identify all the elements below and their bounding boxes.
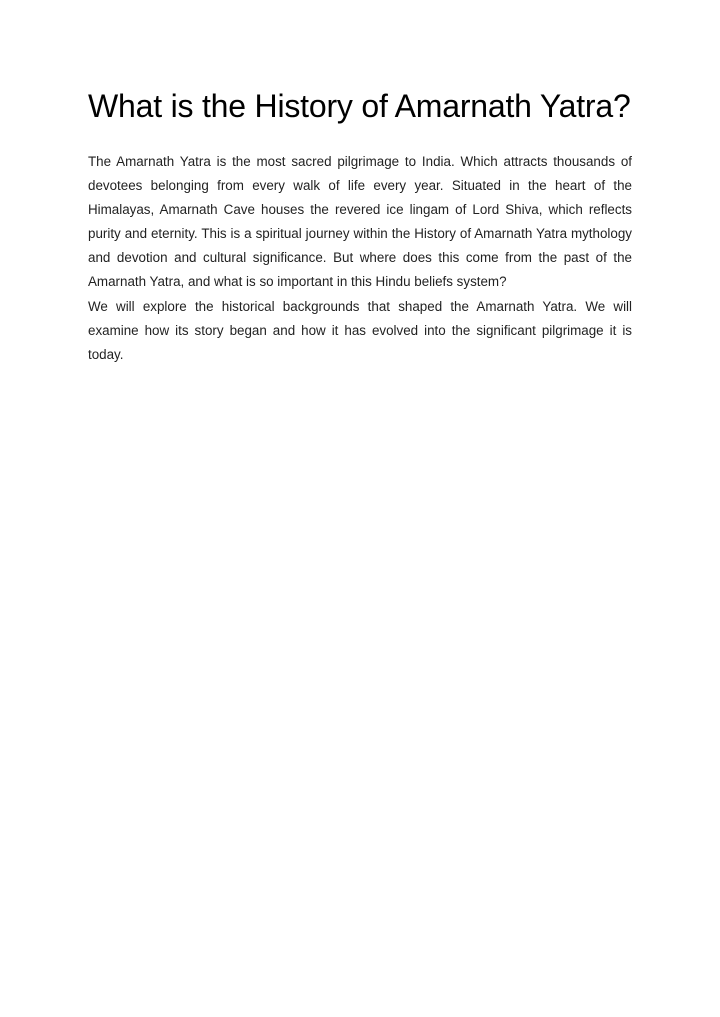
paragraph-intro: The Amarnath Yatra is the most sacred pilgrimage to India. Which attracts thousands of devotees belonging from every walk of life every year. Situated in the heart of the Himalayas, Amarnath Cave houses the revered ice lingam of Lord Shiva, which reflects purity and eternity. This is a spiritual journey within the History of Amarnath Yatra mythology and devotion and cultural significance. But where does this come from the past of the Amarnath Yatra, and what is so important in this Hindu beliefs system? [88,154,632,289]
document-title: What is the History of Amarnath Yatra? [88,88,631,124]
document-body [88,84,632,367]
paragraph-overview: We will explore the historical backgrounds that shaped the Amarnath Yatra. We will examine how its story began and how it has evolved into the significant pilgrimage it is today. [88,299,632,362]
